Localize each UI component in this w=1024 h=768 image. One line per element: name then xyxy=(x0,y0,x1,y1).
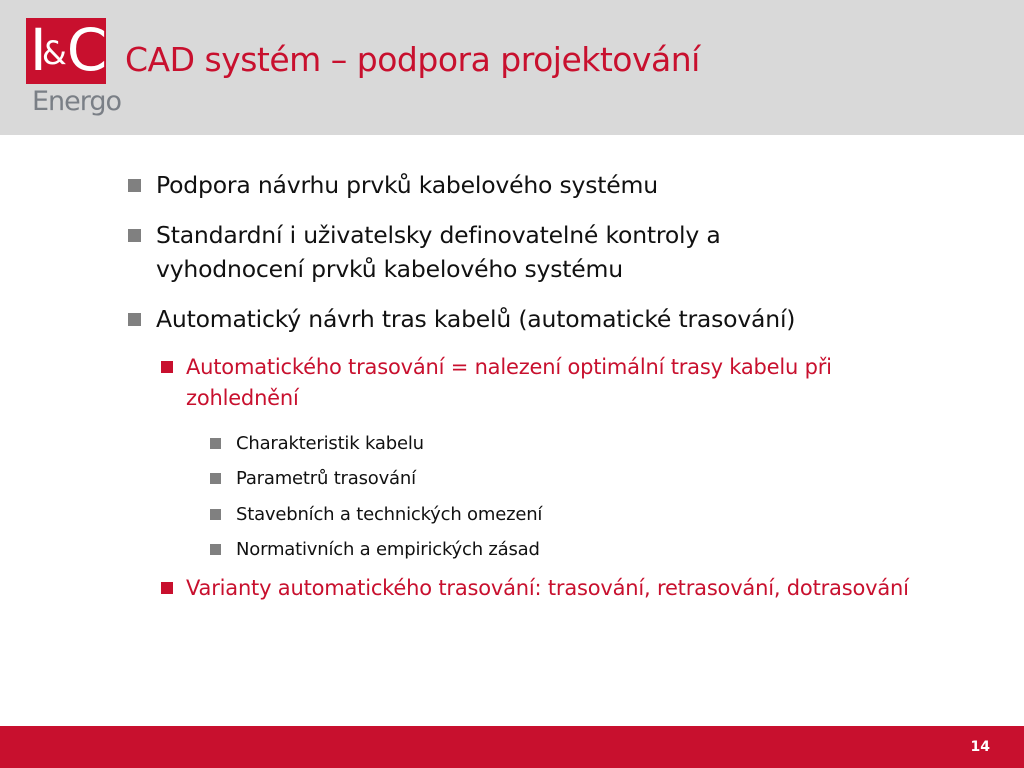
bullet-text: Automatický návrh tras kabelů (automatické trasování) xyxy=(156,305,796,333)
sub-bullet-item xyxy=(186,352,931,414)
square-bullet-icon xyxy=(210,438,221,449)
logo-mark xyxy=(26,18,106,84)
sub-sub-bullet-item xyxy=(236,502,936,528)
square-bullet-icon xyxy=(128,229,141,242)
sub-sub-bullet-item xyxy=(236,431,936,457)
sub-bullet-text: Automatického trasování = nalezení optimální trasy kabelu při zohlednění xyxy=(186,355,832,410)
bullet-text: Podpora návrhu prvků kabelového systému xyxy=(156,171,658,199)
sub-sub-bullet-text: Stavebních a technických omezení xyxy=(236,504,543,525)
sub-sub-bullet-item xyxy=(236,466,936,492)
sub-sub-bullet-item xyxy=(236,537,936,563)
sub-sub-bullet-text: Charakteristik kabelu xyxy=(236,433,424,454)
square-bullet-icon xyxy=(161,361,173,373)
bullet-item xyxy=(156,218,846,286)
logo-mark-text: I&C xyxy=(29,16,103,84)
sub-bullet-item xyxy=(186,573,926,604)
square-bullet-icon xyxy=(210,473,221,484)
square-bullet-icon xyxy=(128,313,141,326)
bullet-text: Standardní i uživatelsky definovatelné kontroly a vyhodnocení prvků kabelového systému xyxy=(156,221,721,283)
sub-bullet-text: Varianty automatického trasování: trasování, retrasování, dotrasování xyxy=(186,576,909,600)
square-bullet-icon xyxy=(128,179,141,192)
square-bullet-icon xyxy=(161,582,173,594)
sub-sub-bullet-text: Normativních a empirických zásad xyxy=(236,539,540,560)
slide-footer xyxy=(0,726,1024,768)
square-bullet-icon xyxy=(210,544,221,555)
logo-wordmark: Energo xyxy=(32,86,122,117)
slide-header xyxy=(0,0,1024,135)
bullet-item xyxy=(156,168,976,202)
slide-title: CAD systém – podpora projektování xyxy=(125,40,700,79)
page-number: 14 xyxy=(970,739,990,755)
bullet-item xyxy=(156,302,976,336)
company-logo xyxy=(22,16,122,122)
sub-sub-bullet-text: Parametrů trasování xyxy=(236,468,416,489)
square-bullet-icon xyxy=(210,509,221,520)
